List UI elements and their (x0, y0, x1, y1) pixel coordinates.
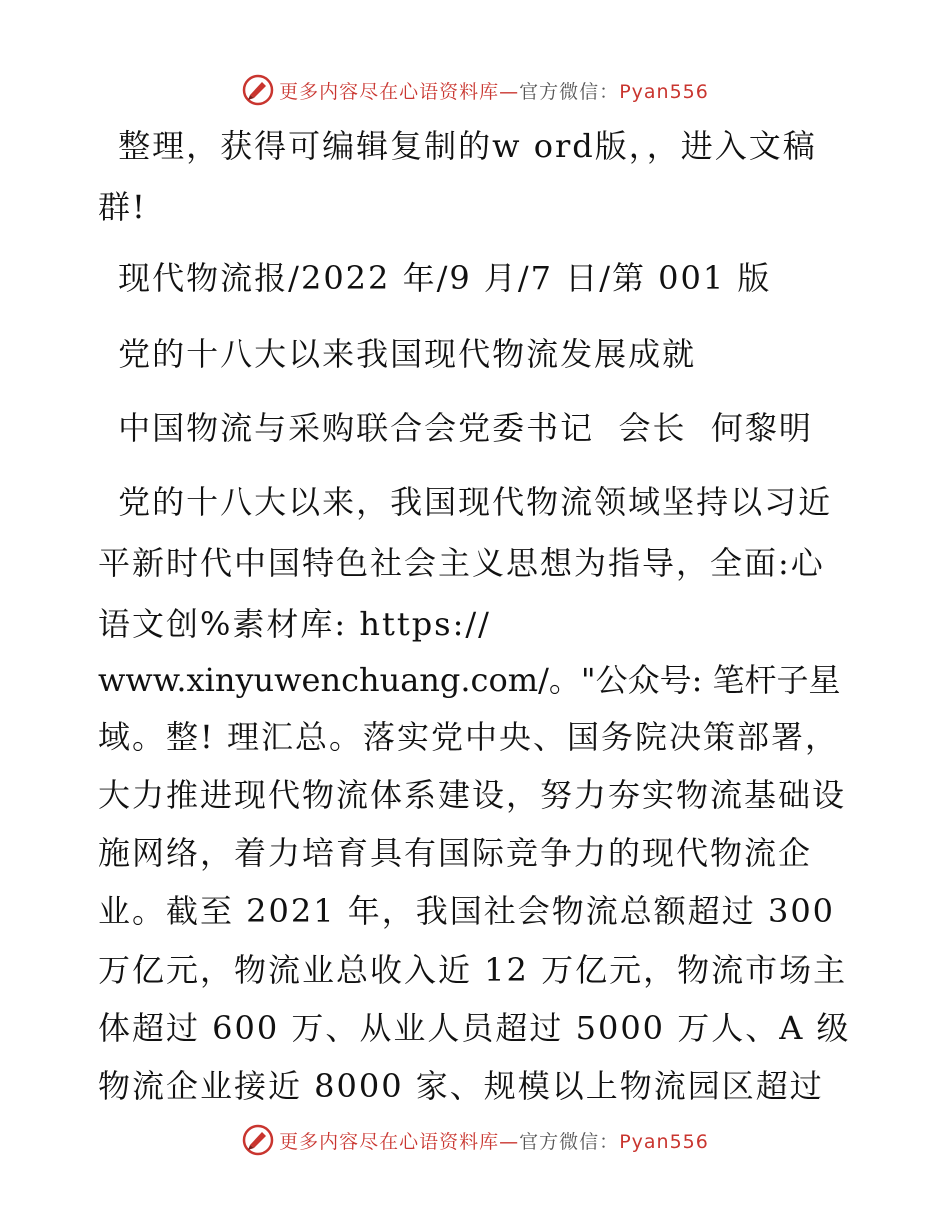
body-line-9: 万亿元，物流业总收入近 12 万亿元，物流市场主 (98, 951, 848, 989)
source-line: 现代物流报/2022 年/9 月/7 日/第 001 版 (106, 259, 772, 297)
footer-watermark (0, 1120, 950, 1160)
watermark-account: Pyan556 (619, 1130, 709, 1153)
intro-line-1: 整理，获得可编辑复制的w ord版，，进入文稿 (106, 127, 817, 165)
watermark-main-text: 更多内容尽在心语资料库 (279, 80, 500, 103)
body-line-6: 大力推进现代物流体系建设，努力夯实物流基础设 (98, 776, 847, 814)
body-line-10: 体超过 600 万、从业人员超过 5000 万人、A 级 (98, 1009, 851, 1047)
watermark-official-label: 官方微信： (519, 80, 620, 103)
body-line-1: 党的十八大以来，我国现代物流领域坚持以习近 (106, 483, 833, 521)
brand-logo-icon (241, 1123, 275, 1157)
watermark-main-text: 更多内容尽在心语资料库 (279, 1130, 500, 1153)
watermark-dash: — (499, 80, 520, 103)
body-line-7: 施网络，着力培育具有国际竞争力的现代物流企 (98, 834, 813, 872)
watermark-account: Pyan556 (619, 80, 709, 103)
author-line: 中国物流与采购联合会党委书记 会长 何黎明 (106, 409, 813, 447)
body-line-3: 语文创%素材库: https:// (98, 605, 491, 643)
body-line-8: 业。截至 2021 年，我国社会物流总额超过 300 (98, 892, 836, 930)
intro-line-2: 群! (98, 188, 147, 226)
watermark-official-label: 官方微信： (519, 1130, 620, 1153)
body-line-2: 平新时代中国特色社会主义思想为指导，全面:心 (98, 544, 825, 582)
article-title: 党的十八大以来我国现代物流发展成就 (106, 335, 697, 373)
body-line-5: 域。整! 理汇总。落实党中央、国务院决策部署， (98, 718, 840, 756)
body-line-11: 物流企业接近 8000 家、规模以上物流园区超过 (98, 1067, 824, 1105)
body-line-4: www.xinyuwenchuang.com/。"公众号: 笔杆子星 (98, 661, 841, 699)
watermark-dash: — (499, 1130, 520, 1153)
